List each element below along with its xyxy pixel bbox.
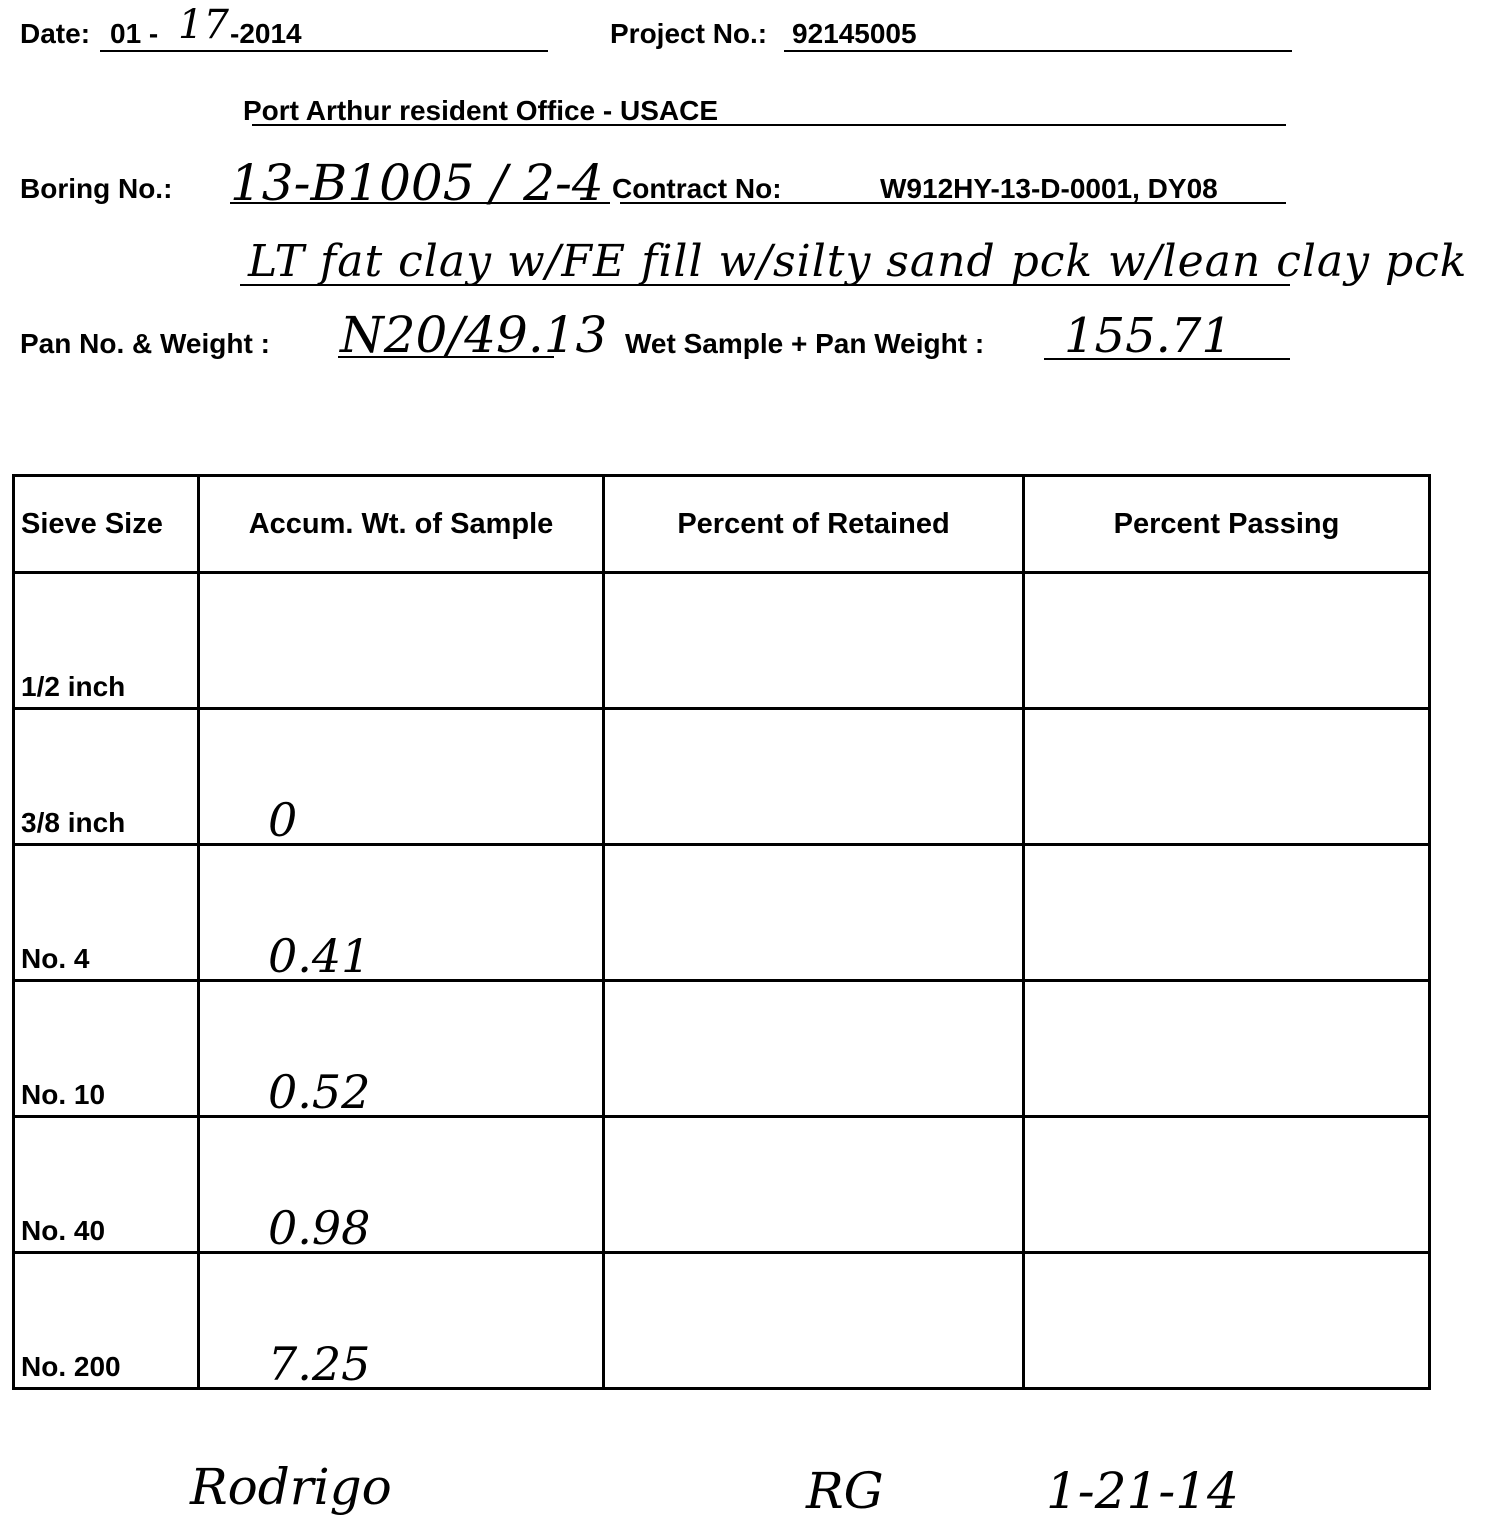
sieve-size-cell: No. 200 bbox=[14, 1253, 199, 1389]
date-underline bbox=[100, 50, 548, 52]
accum-weight-cell[interactable]: 0.98 bbox=[199, 1117, 604, 1253]
pan-value: N20/49.13 bbox=[340, 306, 608, 364]
date-year: -2014 bbox=[230, 18, 302, 49]
table-row bbox=[14, 981, 1430, 1117]
table-row bbox=[14, 573, 1430, 709]
review-date: 1-21-14 bbox=[1046, 1462, 1239, 1520]
header-accum-weight: Accum. Wt. of Sample bbox=[199, 476, 604, 573]
sieve-size-cell: No. 4 bbox=[14, 845, 199, 981]
passing-cell[interactable] bbox=[1024, 1117, 1430, 1253]
contract-underline bbox=[620, 202, 1286, 204]
project-value: 92145005 bbox=[792, 18, 917, 49]
sieve-size-cell: 3/8 inch bbox=[14, 709, 199, 845]
retained-cell[interactable] bbox=[604, 981, 1024, 1117]
reviewer-initials: RG bbox=[806, 1462, 884, 1520]
table-header-row bbox=[14, 476, 1430, 573]
contract-value: W912HY-13-D-0001, DY08 bbox=[880, 173, 1218, 204]
passing-cell[interactable] bbox=[1024, 709, 1430, 845]
wet-weight-label: Wet Sample + Pan Weight : bbox=[625, 328, 985, 359]
passing-cell[interactable] bbox=[1024, 573, 1430, 709]
description-underline bbox=[240, 284, 1290, 286]
wet-weight-value: 155.71 bbox=[1064, 308, 1232, 364]
accum-weight-cell[interactable]: 7.25 bbox=[199, 1253, 604, 1389]
boring-label: Boring No.: bbox=[20, 173, 173, 204]
date-label: Date: bbox=[20, 18, 91, 49]
project-underline bbox=[784, 50, 1292, 52]
accum-weight-cell[interactable]: 0.41 bbox=[199, 845, 604, 981]
table-row bbox=[14, 845, 1430, 981]
date-day: 17 bbox=[178, 2, 229, 48]
retained-cell[interactable] bbox=[604, 1117, 1024, 1253]
table-row bbox=[14, 709, 1430, 845]
header-sieve-size: Sieve Size bbox=[14, 476, 199, 573]
date-month: 01 - bbox=[110, 18, 159, 49]
accum-weight-cell[interactable] bbox=[199, 573, 604, 709]
accum-weight-cell[interactable]: 0 bbox=[199, 709, 604, 845]
retained-cell[interactable] bbox=[604, 845, 1024, 981]
boring-underline bbox=[230, 202, 610, 204]
boring-value: 13-B1005 / 2-4 bbox=[230, 154, 604, 212]
header-percent-passing: Percent Passing bbox=[1024, 476, 1430, 573]
retained-cell[interactable] bbox=[604, 1253, 1024, 1389]
retained-cell[interactable] bbox=[604, 709, 1024, 845]
sieve-size-cell: 1/2 inch bbox=[14, 573, 199, 709]
passing-cell[interactable] bbox=[1024, 845, 1430, 981]
soil-description: LT fat clay w/FE fill w/silty sand pck w/lean clay pck bbox=[248, 236, 1468, 287]
retained-cell[interactable] bbox=[604, 573, 1024, 709]
office-underline bbox=[252, 124, 1286, 126]
sieve-table bbox=[12, 474, 1431, 1390]
passing-cell[interactable] bbox=[1024, 981, 1430, 1117]
pan-underline bbox=[338, 356, 554, 358]
wet-weight-underline bbox=[1044, 358, 1290, 360]
pan-label: Pan No. & Weight : bbox=[20, 328, 270, 359]
accum-weight-cell[interactable]: 0.52 bbox=[199, 981, 604, 1117]
project-label: Project No.: bbox=[610, 18, 768, 49]
table-row bbox=[14, 1117, 1430, 1253]
sieve-size-cell: No. 40 bbox=[14, 1117, 199, 1253]
table-row bbox=[14, 1253, 1430, 1389]
contract-label: Contract No: bbox=[612, 173, 782, 204]
passing-cell[interactable] bbox=[1024, 1253, 1430, 1389]
header-percent-retained: Percent of Retained bbox=[604, 476, 1024, 573]
office-name: Port Arthur resident Office - USACE bbox=[243, 95, 719, 126]
technician-name: Rodrigo bbox=[190, 1458, 392, 1516]
sieve-size-cell: No. 10 bbox=[14, 981, 199, 1117]
